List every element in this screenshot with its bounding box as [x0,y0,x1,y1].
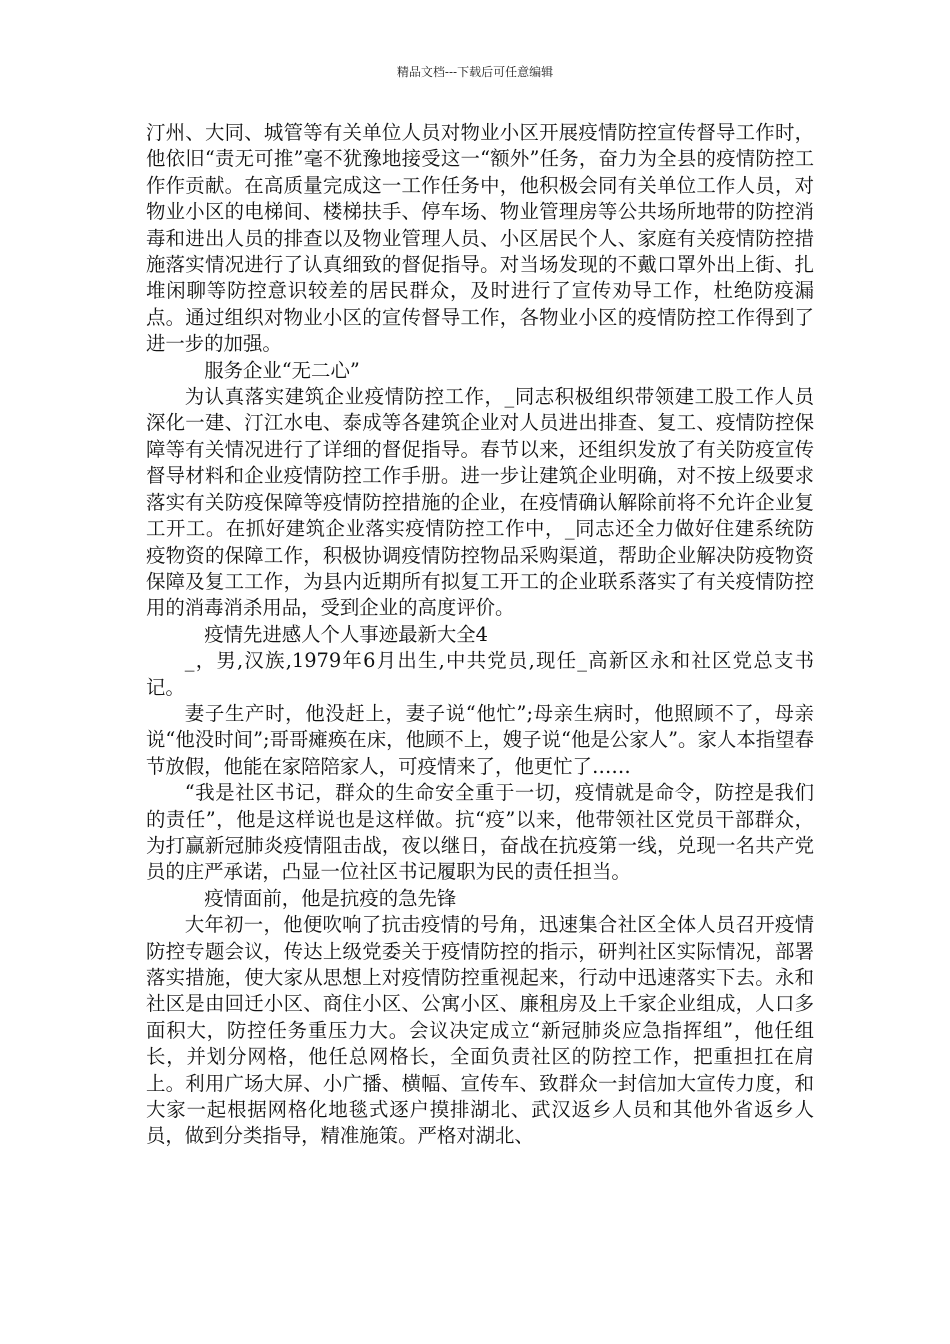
page-header: 精品文档---下载后可任意编辑 [396,65,554,79]
paragraph: 为认真落实建筑企业疫情防控工作，_同志积极组织带领建工股工作人员深化一建、汀江水电、泰成等各建筑企业对人员进出排查、复工、疫情防控保障等有关情况进行了详细的督促指导。春节以来，还组织发放了有关防疫宣传督导材料和企业疫情防控工作手册。进一步让建筑企业明确，对不按上级要求落实有关防疫保障等疫情防控措施的企业，在疫情确认解除前将不允许企业复工开工。在抓好建筑企业落实疫情防控工作中，_同志还全力做好住建系统防疫物资的保障工作，积极协调疫情防控物品采购渠道，帮助企业解决防疫物资保障及复工工作，为县内近期所有拟复工开工的企业联系落实了有关疫情防控用的消毒消杀用品，受到企业的高度评价。 [146,385,814,620]
section-heading-service-enterprise: 服务企业“无二心” [204,358,360,382]
paragraph: 妻子生产时，他没赶上，妻子说“他忙”;母亲生病时，他照顾不了，母亲说“他没时间”;哥哥瘫痪在床，他顾不上，嫂子说“他是公家人”。家人本指望春节放假，他能在家陪陪家人，可疫情来了，他更忙了…… [146,701,814,778]
paragraph-quote: “我是社区书记，群众的生命安全重于一切，疫情就是命令，防控是我们的责任”，他是这样说也是这样做。抗“疫”以来，他带领社区党员干部群众，为打赢新冠肺炎疫情阻击战，夜以继日，奋战在抗疫第一线，兑现一名共产党员的庄严承诺，凸显一位社区书记履职为民的责任担当。 [146,781,814,884]
section-heading-vanguard: 疫情面前，他是抗疫的急先锋 [204,886,457,910]
paragraph-bio: _，男,汉族,1979年6月出生,中共党员,现任_高新区永和社区党总支书记。 [146,649,814,699]
paragraph-continued: 汀州、大同、城管等有关单位人员对物业小区开展疫情防控宣传督导工作时，他依旧“责无可推”毫不犹豫地接受这一“额外”任务，奋力为全县的疫情防控工作作贡献。在高质量完成这一工作任务中，他积极会同有关单位工作人员，对物业小区的电梯间、楼梯扶手、停车场、物业管理房等公共场所地带的防控消毒和进出人员的排查以及物业管理人员、小区居民个人、家庭有关疫情防控措施落实情况进行了认真细致的督促指导。对当场发现的不戴口罩外出上街、扎堆闲聊等防控意识较差的居民群众，及时进行了宣传劝导工作，杜绝防疫漏点。通过组织对物业小区的宣传督导工作，各物业小区的疫情防控工作得到了进一步的加强。 [146,121,814,356]
paragraph: 大年初一，他便吹响了抗击疫情的号角，迅速集合社区全体人员召开疫情防控专题会议，传达上级党委关于疫情防控的指示，研判社区实际情况，部署落实措施，使大家从思想上对疫情防控重视起来，行动中迅速落实下去。永和社区是由回迁小区、商住小区、公寓小区、廉租房及上千家企业组成，人口多面积大，防控任务重压力大。会议决定成立“新冠肺炎应急指挥组”，他任组长，并划分网格，他任总网格长，全面负责社区的防控工作，把重担扛在肩上。利用广场大屏、小广播、横幅、宣传车、致群众一封信加大宣传力度，和大家一起根据网格化地毯式逐户摸排湖北、武汉返乡人员和其他外省返乡人员，做到分类指导，精准施策。严格对湖北、 [146,913,814,1148]
section-heading-article-title: 疫情先进感人个人事迹最新大全4 [204,622,488,646]
document-body [146,120,814,1150]
